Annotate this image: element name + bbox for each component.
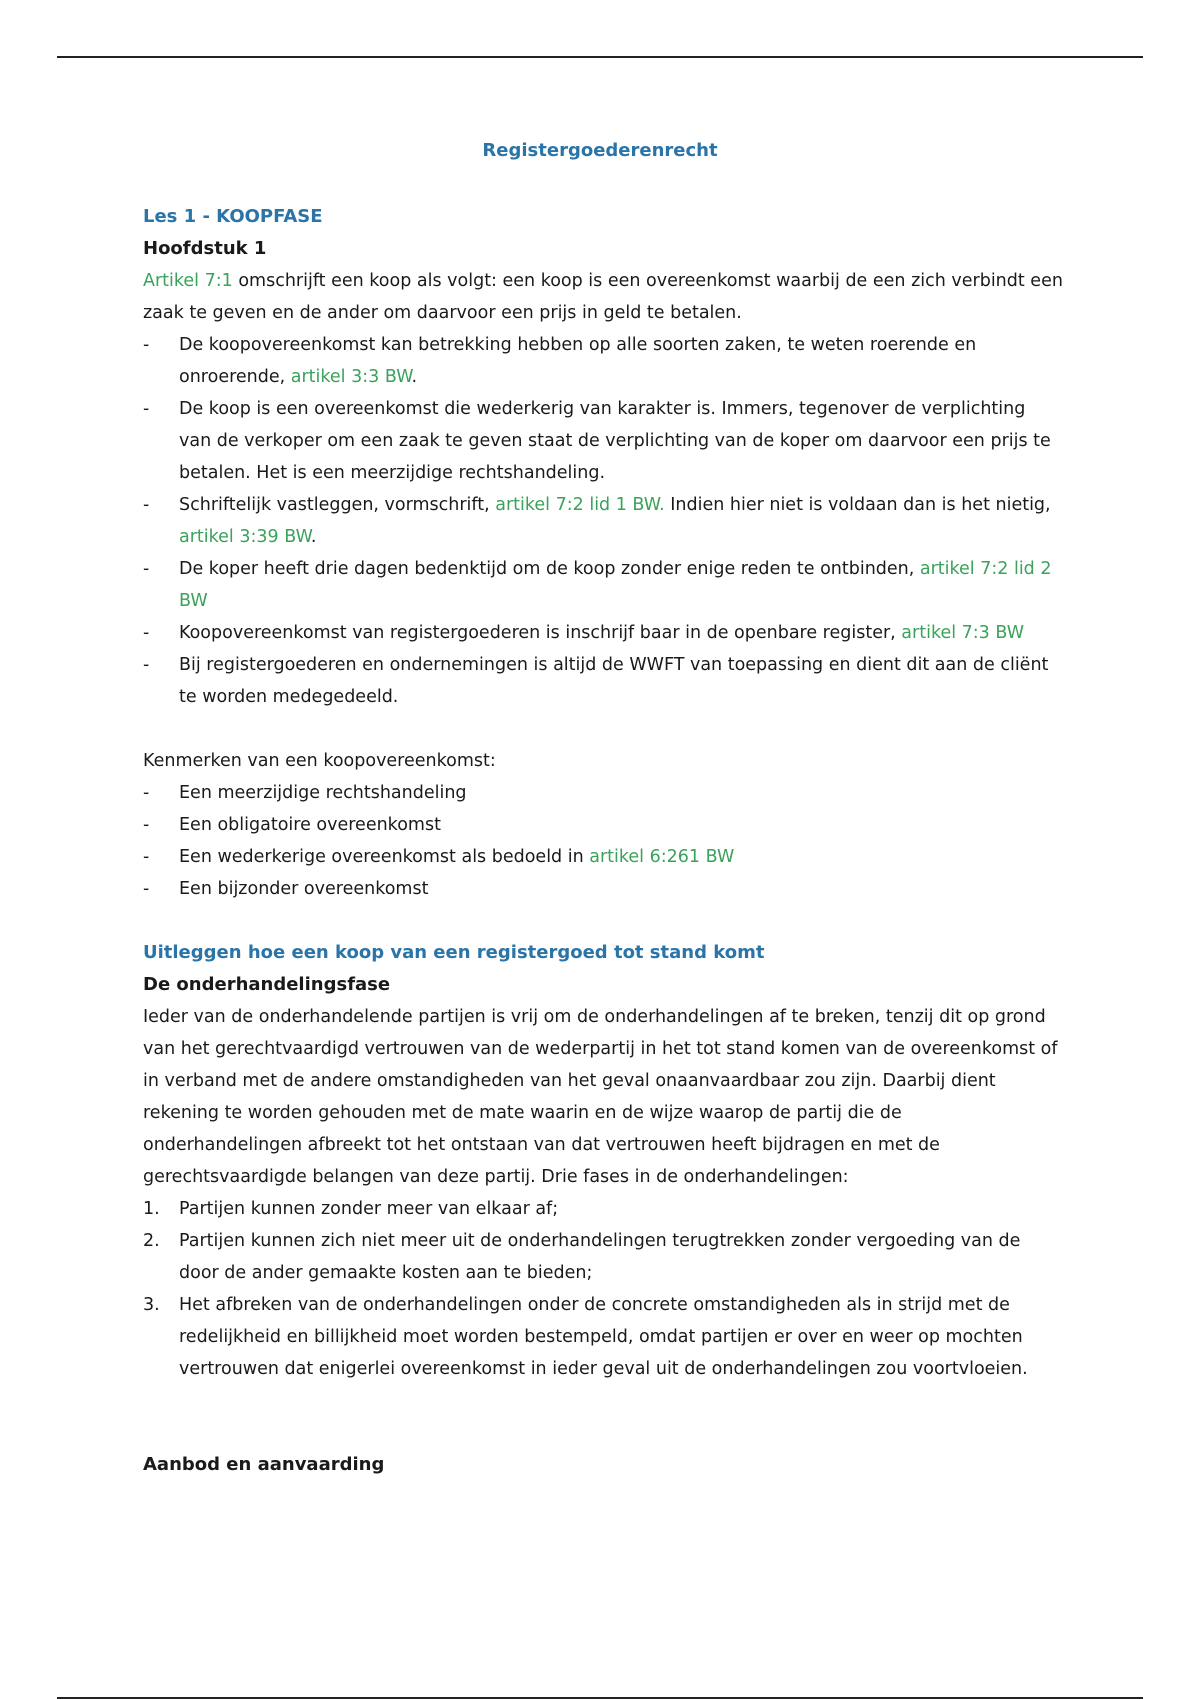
list-item: - Bij registergoederen en ondernemingen is altijd de WWFT van toepassing en dient dit aan de cliënt te worden medegedeeld.: [143, 649, 1063, 713]
list-item: 2. Partijen kunnen zich niet meer uit de onderhandelingen terugtrekken zonder vergoeding van de door de ander gemaakte kosten aan te bieden;: [143, 1225, 1063, 1289]
list-item: - De koop is een overeenkomst die wederkerig van karakter is. Immers, tegenover de verplichting van de verkoper om een zaak te geven staat de verplichting van de koper om daarvoor een prijs te betalen. Het is een meerzijdige rechtshandeling.: [143, 393, 1063, 489]
bullet-marker: -: [143, 879, 150, 899]
list-item: - De koopovereenkomst kan betrekking hebben op alle soorten zaken, te weten roerende en onroerende, artikel 3:3 BW.: [143, 329, 1063, 393]
list-item: - Een meerzijdige rechtshandeling: [143, 777, 1063, 809]
subsection-heading: De onderhandelingsfase: [143, 974, 391, 995]
article-reference: artikel 3:39 BW: [179, 527, 311, 547]
document-title: Registergoederenrecht: [482, 140, 718, 161]
bullet-marker: -: [143, 623, 150, 643]
features-heading: Kenmerken van een koopovereenkomst:: [143, 751, 496, 771]
list-item: - Een obligatoire overeenkomst: [143, 809, 1063, 841]
footer-rule: [57, 1697, 1143, 1699]
bullet-marker: -: [143, 655, 150, 675]
negotiation-paragraph: Ieder van de onderhandelende partijen is vrij om de onderhandelingen af te breken, tenzij dit op grond van het gerechtvaardigd vertrouwen van de wederpartij in het tot stand komen van de overeenkomst of in verband met de andere omstandigheden van het geval onaanvaardbaar zou zijn. Daarbij dient rekening te worden gehouden met de mate waarin en de wijze waarop de partij die de onderhandelingen afbreekt tot het ontstaan van dat vertrouwen heeft bijdragen en met de gerechtsvaardigde belangen van deze partij. Drie fases in de onderhandelingen:: [143, 1007, 1058, 1187]
bullet-marker: -: [143, 495, 150, 515]
intro-paragraph: Artikel 7:1 omschrijft een koop als volgt: een koop is een overeenkomst waarbij de een zich verbindt een zaak te geven en de ander om daarvoor een prijs in geld te betalen.: [143, 271, 1063, 323]
list-item: - Schriftelijk vastleggen, vormschrift, artikel 7:2 lid 1 BW. Indien hier niet is voldaan dan is het nietig, artikel 3:39 BW.: [143, 489, 1063, 553]
list-item: - De koper heeft drie dagen bedenktijd om de koop zonder enige reden te ontbinden, artikel 7:2 lid 2 BW: [143, 553, 1063, 617]
koop-bullet-list: [143, 329, 1063, 713]
lesson-heading: Les 1 - KOOPFASE: [143, 206, 323, 227]
article-reference: artikel 6:261 BW: [589, 847, 735, 867]
phases-list: [143, 1193, 1063, 1385]
list-number: 3.: [143, 1295, 160, 1315]
chapter-heading: Hoofdstuk 1: [143, 238, 267, 259]
list-number: 1.: [143, 1199, 160, 1219]
bullet-marker: -: [143, 335, 150, 355]
article-reference: Artikel 7:1: [143, 271, 233, 291]
section-heading: Uitleggen hoe een koop van een registergoed tot stand komt: [143, 942, 765, 963]
features-list: [143, 777, 1063, 905]
article-reference: artikel 3:3 BW: [290, 367, 412, 387]
bullet-marker: -: [143, 559, 150, 579]
article-reference: artikel 7:2 lid 1 BW.: [495, 495, 665, 515]
bullet-marker: -: [143, 399, 150, 419]
bullet-marker: -: [143, 783, 150, 803]
list-item: 3. Het afbreken van de onderhandelingen onder de concrete omstandigheden als in strijd met de redelijkheid en billijkheid moet worden bestempeld, omdat partijen er over en weer op mochten vertrouwen dat enigerlei overeenkomst in ieder geval uit de onderhandelingen zou voortvloeien.: [143, 1289, 1063, 1385]
list-item: - Een wederkerige overeenkomst als bedoeld in artikel 6:261 BW: [143, 841, 1063, 873]
list-item: - Een bijzonder overeenkomst: [143, 873, 1063, 905]
subsection-heading: Aanbod en aanvaarding: [143, 1454, 385, 1475]
document-body: [143, 201, 1063, 1481]
bullet-marker: -: [143, 847, 150, 867]
list-item: - Koopovereenkomst van registergoederen is inschrijf baar in de openbare register, artikel 7:3 BW: [143, 617, 1063, 649]
bullet-marker: -: [143, 815, 150, 835]
article-reference: artikel 7:2 lid 2 BW: [179, 559, 1052, 611]
list-item: 1. Partijen kunnen zonder meer van elkaar af;: [143, 1193, 1063, 1225]
list-number: 2.: [143, 1231, 160, 1251]
header-rule: [57, 56, 1143, 58]
article-reference: artikel 7:3 BW: [901, 623, 1025, 643]
